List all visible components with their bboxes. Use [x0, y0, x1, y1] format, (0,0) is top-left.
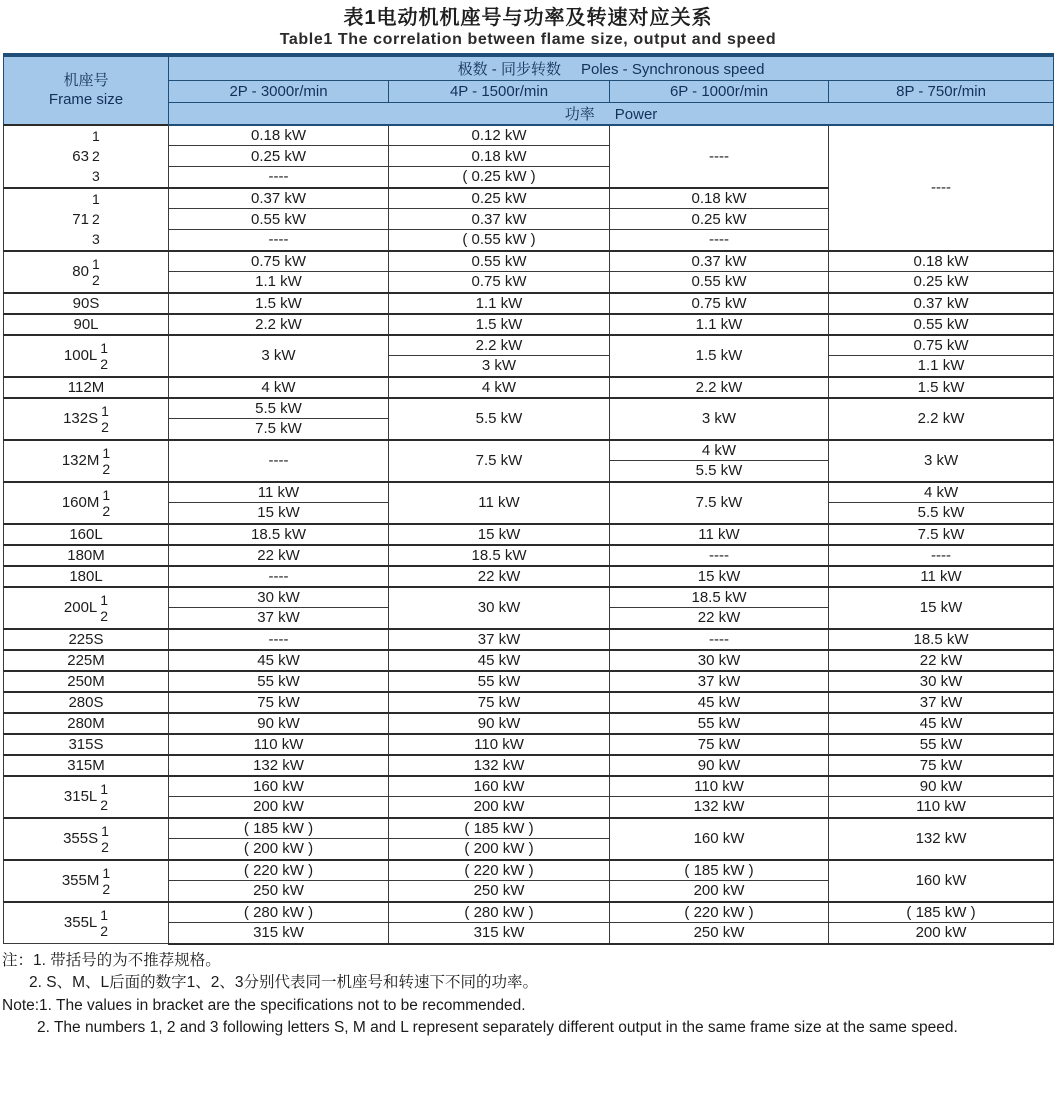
- power-cell: 0.55 kW: [389, 251, 610, 272]
- frame-size-header: [4, 55, 169, 125]
- table-row: [4, 440, 1054, 461]
- power-cell: 110 kW: [829, 797, 1054, 818]
- table-row: [4, 314, 1054, 335]
- table-row: [4, 251, 1054, 272]
- power-cell: 0.75 kW: [610, 293, 829, 314]
- frame-size-header-zh: 机座号: [63, 72, 109, 90]
- frame-cell-90S: 90S: [4, 293, 169, 314]
- table-row: [4, 545, 1054, 566]
- table-row: [4, 755, 1054, 776]
- power-cell: 0.75 kW: [389, 272, 610, 293]
- power-cell: 4 kW: [169, 377, 389, 398]
- frame-cell-132M: 132M 1 2: [4, 440, 169, 482]
- power-cell: ( 280 kW ): [389, 902, 610, 923]
- power-cell: 4 kW: [610, 440, 829, 461]
- power-cell: 15 kW: [169, 503, 389, 524]
- power-cell: 0.25 kW: [169, 146, 389, 167]
- power-cell: 18.5 kW: [169, 524, 389, 545]
- power-cell: 22 kW: [169, 545, 389, 566]
- power-cell: ( 185 kW ): [610, 860, 829, 881]
- power-cell: ( 185 kW ): [169, 818, 389, 839]
- power-header-en: Power: [614, 105, 658, 123]
- frame-cell-315S: 315S: [4, 734, 169, 755]
- power-cell: 15 kW: [610, 566, 829, 587]
- power-cell: ( 185 kW ): [389, 818, 610, 839]
- frame-cell-280M: 280M: [4, 713, 169, 734]
- power-cell: 0.75 kW: [829, 335, 1054, 356]
- power-cell: 7.5 kW: [389, 440, 610, 482]
- frame-cell-355M: 355M 1 2: [4, 860, 169, 902]
- power-cell: 5.5 kW: [610, 461, 829, 482]
- power-cell: 1.5 kW: [169, 293, 389, 314]
- power-cell: 11 kW: [169, 482, 389, 503]
- power-cell: 4 kW: [829, 482, 1054, 503]
- table-title-zh: 表1电动机机座号与功率及转速对应关系: [343, 7, 713, 29]
- power-cell: 0.12 kW: [389, 125, 610, 146]
- power-cell: 55 kW: [829, 734, 1054, 755]
- power-cell: 45 kW: [610, 692, 829, 713]
- frame-cell-315M: 315M: [4, 755, 169, 776]
- power-cell: 250 kW: [169, 881, 389, 902]
- power-cell: 0.25 kW: [610, 209, 829, 230]
- speed-col-6p: 6P - 1000r/min: [610, 80, 829, 102]
- power-cell: 1.1 kW: [829, 356, 1054, 377]
- power-cell: ----: [169, 566, 389, 587]
- table-row: [4, 671, 1054, 692]
- power-cell: 90 kW: [829, 776, 1054, 797]
- power-cell: ( 220 kW ): [389, 860, 610, 881]
- power-cell: 55 kW: [610, 713, 829, 734]
- power-cell: 90 kW: [169, 713, 389, 734]
- note-zh-1: 注：1. 带括号的为不推荐规格。: [2, 951, 221, 969]
- power-cell: 110 kW: [389, 734, 610, 755]
- power-cell: 0.37 kW: [169, 188, 389, 209]
- power-cell: 200 kW: [169, 797, 389, 818]
- table-row: [4, 860, 1054, 881]
- power-cell: 15 kW: [389, 524, 610, 545]
- power-cell: ----: [169, 167, 389, 188]
- power-cell: 30 kW: [389, 587, 610, 629]
- speed-col-8p: 8P - 750r/min: [829, 80, 1054, 102]
- power-cell: 160 kW: [610, 818, 829, 860]
- power-cell: 45 kW: [169, 650, 389, 671]
- motor-power-table: [3, 53, 1054, 945]
- power-cell: 3 kW: [169, 335, 389, 377]
- note-zh-2: 2. S、M、L后面的数字1、2、3分别代表同一机座号和转速下不同的功率。: [29, 974, 538, 991]
- frame-size-header-en: Frame size: [48, 91, 124, 109]
- power-cell: 0.25 kW: [829, 272, 1054, 293]
- poles-header-zh: 极数 - 同步转数: [457, 60, 561, 78]
- power-cell: ----: [610, 629, 829, 650]
- power-cell: 1.1 kW: [610, 314, 829, 335]
- frame-cell-100L: 100L 1 2: [4, 335, 169, 377]
- power-cell: 1.5 kW: [389, 314, 610, 335]
- table-row: [4, 734, 1054, 755]
- power-cell: 2.2 kW: [389, 335, 610, 356]
- power-cell: 132 kW: [169, 755, 389, 776]
- power-cell: 7.5 kW: [610, 482, 829, 524]
- frame-cell-112M: 112M: [4, 377, 169, 398]
- power-cell: 0.55 kW: [829, 314, 1054, 335]
- power-cell: 2.2 kW: [169, 314, 389, 335]
- speed-col-4p: 4P - 1500r/min: [389, 80, 610, 102]
- table-title-en: Table1 The correlation between flame size, output and speed: [279, 31, 777, 48]
- table-row: [4, 125, 1054, 146]
- table-row: [4, 377, 1054, 398]
- power-cell: 315 kW: [389, 923, 610, 944]
- power-cell: 200 kW: [389, 797, 610, 818]
- power-cell: 15 kW: [829, 587, 1054, 629]
- power-cell: 45 kW: [829, 713, 1054, 734]
- power-cell: 1.1 kW: [169, 272, 389, 293]
- power-cell: 18.5 kW: [829, 629, 1054, 650]
- power-cell: 2.2 kW: [829, 398, 1054, 440]
- power-cell: 75 kW: [389, 692, 610, 713]
- frame-cell-280S: 280S: [4, 692, 169, 713]
- power-cell: 11 kW: [610, 524, 829, 545]
- frame-cell-180L: 180L: [4, 566, 169, 587]
- header-row-poles: [4, 55, 1054, 80]
- power-cell: 2.2 kW: [610, 377, 829, 398]
- table-row: [4, 902, 1054, 923]
- power-cell: 30 kW: [829, 671, 1054, 692]
- table-row: [4, 692, 1054, 713]
- table-row: [4, 587, 1054, 608]
- power-cell: 55 kW: [389, 671, 610, 692]
- power-cell: 75 kW: [610, 734, 829, 755]
- note-en-1: Note:1. The values in bracket are the specifications not to be recommended.: [2, 996, 526, 1014]
- table-body: [4, 125, 1054, 944]
- power-cell: 5.5 kW: [389, 398, 610, 440]
- frame-cell-225M: 225M: [4, 650, 169, 671]
- power-cell: 0.18 kW: [389, 146, 610, 167]
- power-cell: 7.5 kW: [829, 524, 1054, 545]
- power-cell: 0.18 kW: [169, 125, 389, 146]
- power-cell: ----: [610, 545, 829, 566]
- power-cell: 200 kW: [610, 881, 829, 902]
- power-cell: 3 kW: [610, 398, 829, 440]
- power-cell: ( 220 kW ): [169, 860, 389, 881]
- power-cell: ----: [829, 545, 1054, 566]
- power-cell: 37 kW: [829, 692, 1054, 713]
- table-row: [4, 293, 1054, 314]
- power-cell: ( 220 kW ): [610, 902, 829, 923]
- power-header: [169, 102, 1054, 125]
- power-cell: 75 kW: [169, 692, 389, 713]
- power-cell: 3 kW: [389, 356, 610, 377]
- power-cell: ----: [169, 440, 389, 482]
- power-cell: 90 kW: [610, 755, 829, 776]
- power-cell: 0.18 kW: [829, 251, 1054, 272]
- frame-cell-160M: 160M 1 2: [4, 482, 169, 524]
- frame-cell-180M: 180M: [4, 545, 169, 566]
- power-cell: 4 kW: [389, 377, 610, 398]
- power-cell: 30 kW: [169, 587, 389, 608]
- power-cell: 0.37 kW: [610, 251, 829, 272]
- power-cell: 22 kW: [829, 650, 1054, 671]
- table-row: [4, 713, 1054, 734]
- power-cell: ( 200 kW ): [169, 839, 389, 860]
- power-cell: 30 kW: [610, 650, 829, 671]
- power-cell: 250 kW: [610, 923, 829, 944]
- power-cell: 0.55 kW: [610, 272, 829, 293]
- power-cell: 37 kW: [389, 629, 610, 650]
- power-cell: 0.75 kW: [169, 251, 389, 272]
- frame-cell-315L: 315L 1 2: [4, 776, 169, 818]
- power-cell: 7.5 kW: [169, 419, 389, 440]
- power-cell: 37 kW: [610, 671, 829, 692]
- power-cell: 1.1 kW: [389, 293, 610, 314]
- power-cell: 200 kW: [829, 923, 1054, 944]
- frame-cell-355L: 355L 1 2: [4, 902, 169, 944]
- power-cell: 3 kW: [829, 440, 1054, 482]
- power-cell: 315 kW: [169, 923, 389, 944]
- frame-cell-90L: 90L: [4, 314, 169, 335]
- frame-cell-160L: 160L: [4, 524, 169, 545]
- power-cell: 160 kW: [829, 860, 1054, 902]
- frame-cell-250M: 250M: [4, 671, 169, 692]
- power-cell: 0.18 kW: [610, 188, 829, 209]
- power-cell: ( 185 kW ): [829, 902, 1054, 923]
- power-cell: ----: [169, 230, 389, 251]
- frame-cell-80: 80 1 2: [4, 251, 169, 293]
- frame-cell-132S: 132S 1 2: [4, 398, 169, 440]
- power-cell: 0.37 kW: [829, 293, 1054, 314]
- power-cell: 0.25 kW: [389, 188, 610, 209]
- speed-col-2p: 2P - 3000r/min: [169, 80, 389, 102]
- power-header-zh: 功率: [564, 105, 595, 123]
- table-row: [4, 818, 1054, 839]
- frame-cell-63: 63 1 2 3: [4, 125, 169, 188]
- table-row: [4, 524, 1054, 545]
- footnotes: [2, 950, 1056, 1040]
- power-cell: 132 kW: [829, 818, 1054, 860]
- table-row: [4, 335, 1054, 356]
- power-cell: ( 200 kW ): [389, 839, 610, 860]
- power-cell: 250 kW: [389, 881, 610, 902]
- power-cell: 132 kW: [610, 797, 829, 818]
- power-cell: ----: [169, 629, 389, 650]
- power-cell: 1.5 kW: [610, 335, 829, 377]
- table-row: [4, 629, 1054, 650]
- power-cell: 11 kW: [829, 566, 1054, 587]
- power-cell: ----: [610, 125, 829, 188]
- table-row: [4, 650, 1054, 671]
- power-cell: ( 280 kW ): [169, 902, 389, 923]
- poles-header-en: Poles - Synchronous speed: [580, 60, 765, 78]
- power-cell: 132 kW: [389, 755, 610, 776]
- frame-cell-225S: 225S: [4, 629, 169, 650]
- power-cell: 5.5 kW: [169, 398, 389, 419]
- power-cell: 11 kW: [389, 482, 610, 524]
- power-cell: 75 kW: [829, 755, 1054, 776]
- power-cell: 0.37 kW: [389, 209, 610, 230]
- power-cell: ----: [829, 125, 1054, 251]
- power-cell: 55 kW: [169, 671, 389, 692]
- table-row: [4, 482, 1054, 503]
- table-row: [4, 566, 1054, 587]
- power-cell: 160 kW: [389, 776, 610, 797]
- table-header: [4, 55, 1054, 125]
- power-cell: 1.5 kW: [829, 377, 1054, 398]
- power-cell: 37 kW: [169, 608, 389, 629]
- power-cell: 18.5 kW: [610, 587, 829, 608]
- poles-sync-speed-header: [169, 55, 1054, 80]
- power-cell: 22 kW: [389, 566, 610, 587]
- note-en-2: 2. The numbers 1, 2 and 3 following letters S, M and L represent separately different output in the same frame size at the same speed.: [37, 1019, 958, 1036]
- power-cell: 110 kW: [169, 734, 389, 755]
- power-cell: 0.55 kW: [169, 209, 389, 230]
- power-cell: ( 0.25 kW ): [389, 167, 610, 188]
- table-row: [4, 398, 1054, 419]
- power-cell: 90 kW: [389, 713, 610, 734]
- power-cell: 110 kW: [610, 776, 829, 797]
- power-cell: ----: [610, 230, 829, 251]
- frame-cell-355S: 355S 1 2: [4, 818, 169, 860]
- power-cell: 160 kW: [169, 776, 389, 797]
- power-cell: 18.5 kW: [389, 545, 610, 566]
- power-cell: 45 kW: [389, 650, 610, 671]
- power-cell: 5.5 kW: [829, 503, 1054, 524]
- frame-cell-200L: 200L 1 2: [4, 587, 169, 629]
- power-cell: ( 0.55 kW ): [389, 230, 610, 251]
- frame-cell-71: 71 1 2 3: [4, 188, 169, 251]
- table-row: [4, 776, 1054, 797]
- power-cell: 22 kW: [610, 608, 829, 629]
